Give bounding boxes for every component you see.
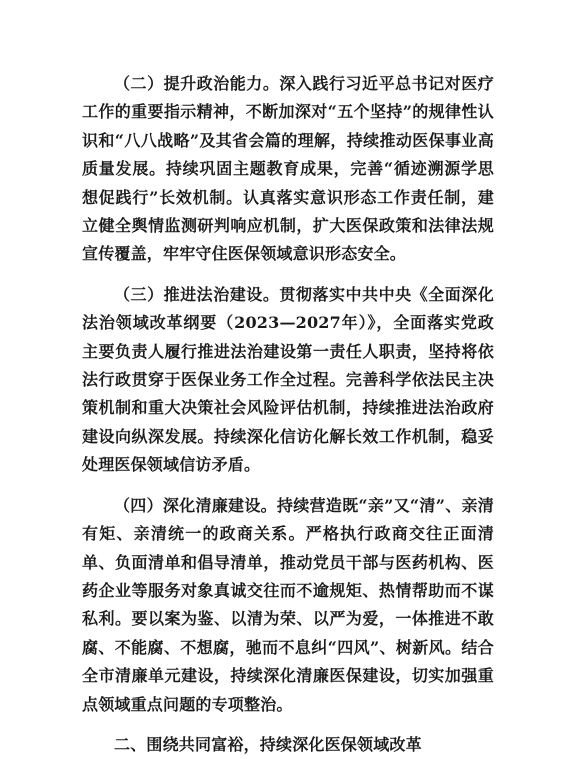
paragraph-rule-of-law: （三）推进法治建设。贯彻落实中共中央《全面深化法治领域改革纲要（2023—2027年）》，全面落实党政主要负责人履行推进法治建设第一责任人职责，坚持将依法行政贯穿于医保业务工作全过程。完善科学依法民主决策机制和重大决策社会风险评估机制，持续推进法治政府建设向纵深发展。持续深化信访化解长效工作机制，稳妥处理医保领域信访矛盾。 — [82, 284, 494, 475]
paragraph-clean-governance: （四）深化清廉建设。持续营造既“亲”又“清”、亲清有矩、亲清统一的政商关系。严格执行政商交往正面清单、负面清单和倡导清单，推动党员干部与医药机构、医药企业等服务对象真诚交往而不逾规矩、热情帮助而不谋私利。要以案为鉴、以清为荣、以严为爱，一体推进不敢腐、不能腐、不想腐，驰而不息纠“四风”、树新风。结合全市清廉单元建设，持续深化清廉医保建设，切实加强重点领域重点问题的专项整治。 — [82, 495, 494, 714]
section-heading: 二、围绕共同富裕，持续深化医保领域改革 — [114, 734, 422, 754]
paragraph-political-ability: （二）提升政治能力。深入践行习近平总书记对医疗工作的重要指示精神，不断加深对“五个坚持”的规律性认识和“八八战略”及其省会篇的理解，持续推动医保事业高质量发展。持续巩固主题教育成果，完善“循迹溯源学思想促践行”长效机制。认真落实意识形态工作责任制，建立健全舆情监测研判响应机制，扩大医保政策和法律法规宣传覆盖，牢牢守住医保领域意识形态安全。 — [82, 74, 494, 264]
